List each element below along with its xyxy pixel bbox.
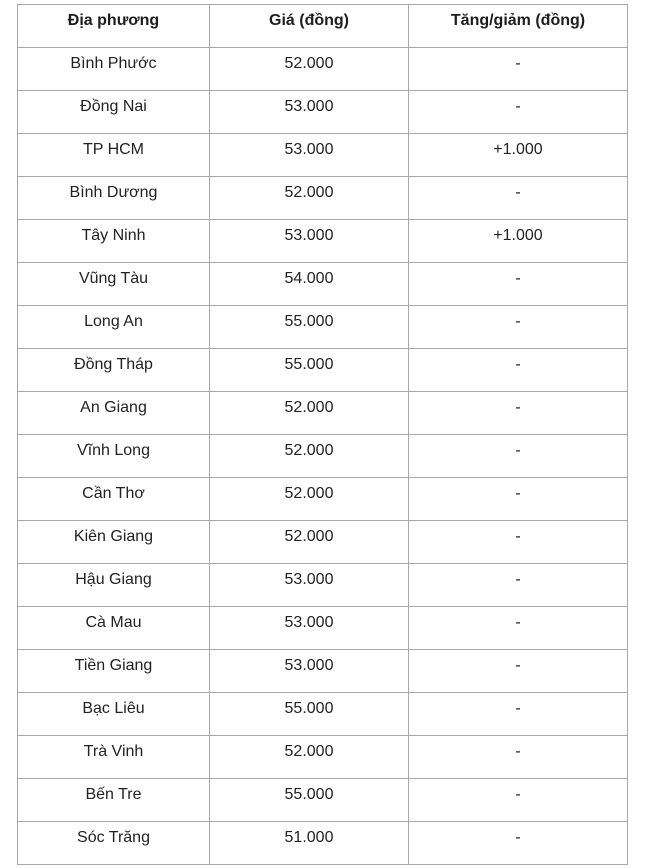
cell-region: An Giang xyxy=(18,392,210,435)
cell-change: - xyxy=(409,564,628,607)
table-row xyxy=(18,48,628,91)
cell-region: Đồng Tháp xyxy=(18,349,210,392)
cell-region: Trà Vinh xyxy=(18,736,210,779)
cell-region: Đồng Nai xyxy=(18,91,210,134)
table-row xyxy=(18,349,628,392)
cell-price: 54.000 xyxy=(210,263,409,306)
cell-price: 55.000 xyxy=(210,779,409,822)
table-row xyxy=(18,263,628,306)
cell-change: - xyxy=(409,521,628,564)
table-row xyxy=(18,435,628,478)
cell-price: 53.000 xyxy=(210,91,409,134)
table-header-row xyxy=(18,5,628,48)
cell-price: 53.000 xyxy=(210,134,409,177)
cell-region: Tây Ninh xyxy=(18,220,210,263)
cell-region: Tiền Giang xyxy=(18,650,210,693)
cell-price: 52.000 xyxy=(210,435,409,478)
cell-region: Long An xyxy=(18,306,210,349)
table-row xyxy=(18,693,628,736)
cell-price: 53.000 xyxy=(210,607,409,650)
table-row xyxy=(18,822,628,865)
cell-price: 52.000 xyxy=(210,392,409,435)
cell-region: Bình Dương xyxy=(18,177,210,220)
cell-change: - xyxy=(409,822,628,865)
table-row xyxy=(18,607,628,650)
cell-change: - xyxy=(409,306,628,349)
table-row xyxy=(18,177,628,220)
cell-change: - xyxy=(409,392,628,435)
cell-price: 52.000 xyxy=(210,521,409,564)
cell-change: - xyxy=(409,607,628,650)
cell-region: Bến Tre xyxy=(18,779,210,822)
cell-change: - xyxy=(409,736,628,779)
header-price: Giá (đồng) xyxy=(210,5,409,48)
cell-region: Sóc Trăng xyxy=(18,822,210,865)
cell-price: 53.000 xyxy=(210,564,409,607)
cell-change: - xyxy=(409,349,628,392)
cell-price: 55.000 xyxy=(210,306,409,349)
cell-region: Cần Thơ xyxy=(18,478,210,521)
cell-region: TP HCM xyxy=(18,134,210,177)
cell-change: - xyxy=(409,478,628,521)
table-row xyxy=(18,779,628,822)
cell-change: - xyxy=(409,177,628,220)
table-row xyxy=(18,220,628,263)
cell-region: Hậu Giang xyxy=(18,564,210,607)
cell-change: - xyxy=(409,263,628,306)
table-row xyxy=(18,650,628,693)
cell-region: Vĩnh Long xyxy=(18,435,210,478)
cell-price: 53.000 xyxy=(210,220,409,263)
table-row xyxy=(18,134,628,177)
cell-change: - xyxy=(409,693,628,736)
cell-region: Bạc Liêu xyxy=(18,693,210,736)
cell-price: 55.000 xyxy=(210,693,409,736)
cell-change: - xyxy=(409,435,628,478)
cell-price: 51.000 xyxy=(210,822,409,865)
cell-price: 52.000 xyxy=(210,48,409,91)
cell-price: 55.000 xyxy=(210,349,409,392)
cell-region: Vũng Tàu xyxy=(18,263,210,306)
table-row xyxy=(18,521,628,564)
table-row xyxy=(18,478,628,521)
cell-change: - xyxy=(409,779,628,822)
cell-region: Cà Mau xyxy=(18,607,210,650)
header-change: Tăng/giảm (đồng) xyxy=(409,5,628,48)
header-region: Địa phương xyxy=(18,5,210,48)
cell-price: 53.000 xyxy=(210,650,409,693)
cell-price: 52.000 xyxy=(210,177,409,220)
cell-change: +1.000 xyxy=(409,134,628,177)
cell-change: - xyxy=(409,650,628,693)
price-table xyxy=(17,4,628,865)
cell-price: 52.000 xyxy=(210,736,409,779)
cell-price: 52.000 xyxy=(210,478,409,521)
cell-change: +1.000 xyxy=(409,220,628,263)
table-row xyxy=(18,564,628,607)
cell-change: - xyxy=(409,48,628,91)
cell-change: - xyxy=(409,91,628,134)
table-row xyxy=(18,306,628,349)
cell-region: Kiên Giang xyxy=(18,521,210,564)
table-row xyxy=(18,91,628,134)
cell-region: Bình Phước xyxy=(18,48,210,91)
table-row xyxy=(18,392,628,435)
table-row xyxy=(18,736,628,779)
